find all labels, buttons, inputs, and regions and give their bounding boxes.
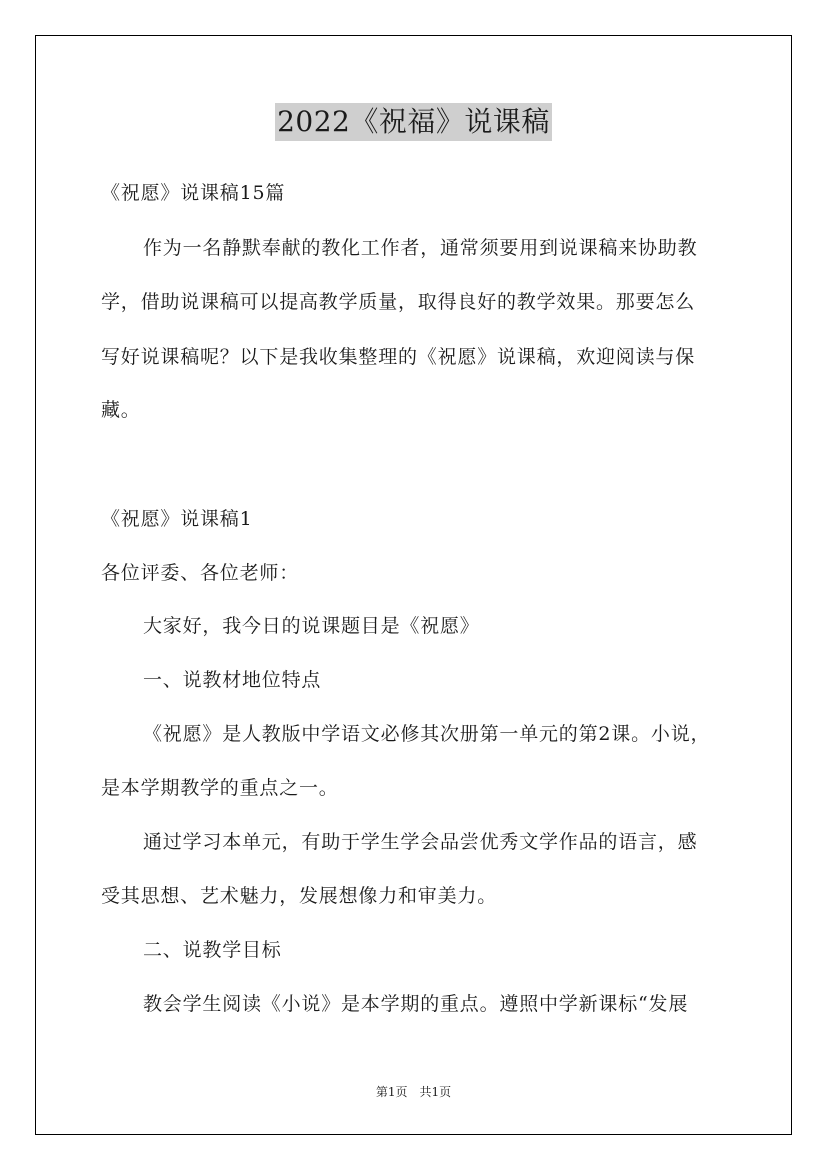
document-subtitle: 《祝愿》说课稿15篇 — [101, 182, 286, 204]
paragraph-line: 教会学生阅读《小说》是本学期的重点。遵照中学新课标“发展 — [143, 993, 689, 1015]
document-title: 2022《祝福》说课稿 — [275, 103, 552, 141]
greeting: 各位评委、各位老师： — [101, 562, 300, 584]
heading-2: 二、说教学目标 — [143, 939, 282, 961]
paragraph-line: 通过学习本单元，有助于学生学会品尝优秀文学作品的语言，感 — [143, 831, 698, 853]
intro-line: 藏。 — [101, 399, 141, 421]
paragraph-line: 受其思想、艺术魅力，发展想像力和审美力。 — [101, 885, 498, 907]
paragraph-line: 《祝愿》是人教版中学语文必修其次册第一单元的第2课。小说， — [143, 723, 711, 745]
intro-line: 作为一名静默奉献的教化工作者，通常须要用到说课稿来协助教 — [143, 237, 698, 259]
title-container — [0, 103, 827, 141]
intro-line: 写好说课稿呢？以下是我收集整理的《祝愿》说课稿，欢迎阅读与保 — [101, 346, 696, 368]
heading-1: 一、说教材地位特点 — [143, 669, 322, 691]
hello-line: 大家好，我今日的说课题目是《祝愿》 — [143, 615, 480, 637]
page-number: 第1页 共1页 — [375, 1085, 452, 1099]
paragraph-line: 是本学期教学的重点之一。 — [101, 777, 339, 799]
intro-line: 学，借助说课稿可以提高教学质量，取得良好的教学效果。那要怎么 — [101, 291, 696, 313]
section-title: 《祝愿》说课稿1 — [101, 508, 253, 530]
